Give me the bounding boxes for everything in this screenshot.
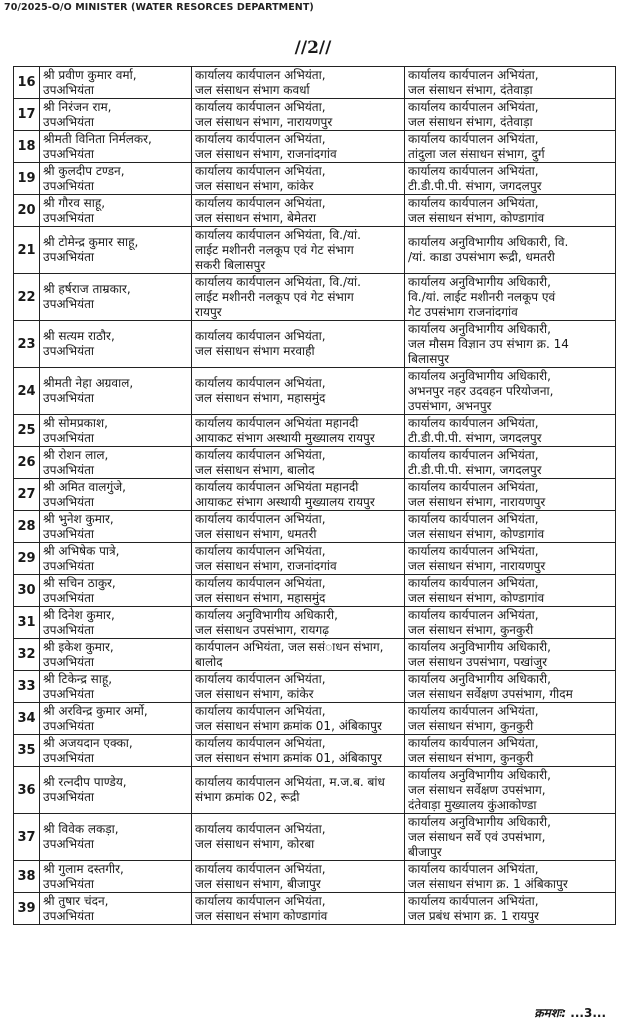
employee-name-line: उपअभियंता <box>43 114 95 129</box>
employee-name-cell <box>40 415 192 447</box>
from-office-line: कार्यालय कार्यपालन अभियंता महानदी <box>195 479 359 494</box>
to-office-line: कार्यालय अनुविभागीय अधिकारी, <box>408 671 551 686</box>
to-office-line: कार्यालय कार्यपालन अभियंता, <box>408 479 539 494</box>
from-office-line: लाईट मशीनरी नलकूप एवं गेट संभाग <box>195 289 354 304</box>
employee-name-line: उपअभियंता <box>43 654 95 669</box>
employee-name-cell <box>40 163 192 195</box>
to-office-cell <box>405 575 616 607</box>
from-office-line: कार्यालय कार्यपालन अभियंता, <box>195 163 326 178</box>
to-office-cell <box>405 195 616 227</box>
serial-number: 17 <box>14 99 40 131</box>
employee-name-line: उपअभियंता <box>43 494 95 509</box>
from-office-cell <box>192 671 405 703</box>
serial-number: 29 <box>14 543 40 575</box>
table-row <box>14 195 616 227</box>
to-office-line: बिलासपुर <box>408 351 450 366</box>
serial-number: 27 <box>14 479 40 511</box>
to-office-line: जल संसाधन संभाग, कुनकुरी <box>408 622 534 637</box>
employee-name-line: उपअभियंता <box>43 146 95 161</box>
from-office-cell <box>192 163 405 195</box>
to-office-line: जल संसाधन संभाग, कोण्डागांव <box>408 526 545 541</box>
employee-name-line: श्री इकेश कुमार, <box>43 639 114 654</box>
to-office-line: जल मौसम विज्ञान उप संभाग क्र. 14 <box>408 336 569 351</box>
to-office-cell <box>405 703 616 735</box>
employee-name-line: श्री टिकेन्द्र साहू, <box>43 671 113 686</box>
serial-number: 39 <box>14 893 40 925</box>
to-office-cell <box>405 543 616 575</box>
from-office-line: कार्यालय कार्यपालन अभियंता, <box>195 447 326 462</box>
from-office-line: कार्यालय कार्यपालन अभियंता, <box>195 67 326 82</box>
from-office-cell <box>192 703 405 735</box>
employee-name-line: उपअभियंता <box>43 718 95 733</box>
to-office-cell <box>405 99 616 131</box>
to-office-cell <box>405 67 616 99</box>
to-office-line: कार्यालय कार्यपालन अभियंता, <box>408 195 539 210</box>
employee-name-line: श्री अमित वालगुंजे, <box>43 479 126 494</box>
to-office-cell <box>405 735 616 767</box>
from-office-line: जल संसाधन संभाग, राजनांदगांव <box>195 558 337 573</box>
to-office-line: वि./यां. लाईट मशीनरी नलकूप एवं <box>408 289 556 304</box>
to-office-line: कार्यालय कार्यपालन अभियंता, <box>408 99 539 114</box>
employee-name-cell <box>40 274 192 321</box>
employee-name-line: श्रीमती विनिता निर्मलकर, <box>43 131 152 146</box>
employee-name-cell <box>40 511 192 543</box>
employee-name-line: उपअभियंता <box>43 790 95 804</box>
from-office-cell <box>192 99 405 131</box>
from-office-line: जल संसाधन संभाग, बीजापुर <box>195 876 321 891</box>
employee-name-cell <box>40 814 192 861</box>
from-office-line: कार्यालय कार्यपालन अभियंता, <box>195 543 326 558</box>
from-office-line: कार्यालय कार्यपालन अभियंता, <box>195 822 326 836</box>
to-office-line: जल संसाधन संभाग, दंतेवाड़ा <box>408 82 533 97</box>
employee-name-cell <box>40 543 192 575</box>
table-row <box>14 575 616 607</box>
to-office-line: कार्यालय अनुविभागीय अधिकारी, वि. <box>408 235 569 249</box>
table-row <box>14 703 616 735</box>
employee-name-line: श्री सोमप्रकाश, <box>43 415 108 430</box>
from-office-line: कार्यालय कार्यपालन अभियंता महानदी <box>195 415 359 430</box>
transfer-table <box>13 66 616 925</box>
from-office-line: कार्यालय अनुविभागीय अधिकारी, <box>195 607 338 622</box>
employee-name-line: श्री सत्यम राठौर, <box>43 329 115 343</box>
to-office-line: बीजापुर <box>408 844 442 859</box>
to-office-line: जल संसाधन संभाग, कुनकुरी <box>408 718 534 733</box>
from-office-line: संभाग क्रमांक 02, रूद्री <box>195 790 300 804</box>
table-row <box>14 415 616 447</box>
employee-name-line: उपअभियंता <box>43 82 95 97</box>
employee-name-cell <box>40 671 192 703</box>
to-office-line: टी.डी.पी.पी. संभाग, जगदलपुर <box>408 462 542 477</box>
from-office-cell <box>192 607 405 639</box>
to-office-line: अभनपुर नहर उदवहन परियोजना, <box>408 383 554 398</box>
continued-footer: क्रमशः: ...3... <box>534 1006 606 1020</box>
to-office-cell <box>405 479 616 511</box>
from-office-cell <box>192 639 405 671</box>
to-office-line: कार्यालय कार्यपालन अभियंता, <box>408 607 539 622</box>
employee-name-cell <box>40 639 192 671</box>
to-office-cell <box>405 607 616 639</box>
employee-name-line: उपअभियंता <box>43 750 95 765</box>
to-office-line: जल संसाधन उपसंभाग, पखांजुर <box>408 654 548 669</box>
table-row <box>14 274 616 321</box>
from-office-line: जल संसाधन संभाग मरवाही <box>195 344 315 358</box>
employee-name-line: उपअभियंता <box>43 558 95 573</box>
to-office-line: तांदुला जल संसाधन संभाग, दुर्ग <box>408 146 545 161</box>
page-number: //2// <box>294 38 332 58</box>
from-office-cell <box>192 447 405 479</box>
employee-name-line: श्री भुनेश कुमार, <box>43 511 114 526</box>
serial-number: 21 <box>14 227 40 274</box>
employee-name-cell <box>40 735 192 767</box>
from-office-line: जल संसाधन संभाग कवर्धा <box>195 82 310 97</box>
from-office-line: जल संसाधन संभाग, कांकेर <box>195 686 314 701</box>
from-office-line: कार्यपालन अभियंता, जल ससंाधन संभाग, <box>195 639 384 654</box>
employee-name-line: श्री तुषार चंदन, <box>43 893 109 908</box>
to-office-line: कार्यालय कार्यपालन अभियंता, <box>408 447 539 462</box>
to-office-cell <box>405 131 616 163</box>
table-row <box>14 814 616 861</box>
employee-name-line: उपअभियंता <box>43 526 95 541</box>
from-office-cell <box>192 131 405 163</box>
to-office-cell <box>405 814 616 861</box>
employee-name-line: श्री सचिन ठाकुर, <box>43 575 116 590</box>
from-office-line: आयाकट संभाग अस्थायी मुख्यालय रायपुर <box>195 430 375 445</box>
table-row <box>14 163 616 195</box>
serial-number: 19 <box>14 163 40 195</box>
employee-name-line: श्री अजयदान एक्का, <box>43 735 133 750</box>
from-office-line: सकरी बिलासपुर <box>195 257 266 272</box>
employee-name-line: उपअभियंता <box>43 297 95 311</box>
employee-name-line: श्रीमती नेहा अग्रवाल, <box>43 376 134 390</box>
from-office-cell <box>192 479 405 511</box>
employee-name-line: श्री अभिषेक पात्रे, <box>43 543 120 558</box>
to-office-cell <box>405 861 616 893</box>
to-office-line: कार्यालय कार्यपालन अभियंता, <box>408 415 539 430</box>
table-row <box>14 368 616 415</box>
to-office-line: जल संसाधन संभाग, नारायणपुर <box>408 558 546 573</box>
serial-number: 32 <box>14 639 40 671</box>
to-office-line: कार्यालय अनुविभागीय अधिकारी, <box>408 321 551 336</box>
from-office-line: कार्यालय कार्यपालन अभियंता, <box>195 861 326 876</box>
table-row <box>14 447 616 479</box>
from-office-cell <box>192 227 405 274</box>
to-office-line: कार्यालय कार्यपालन अभियंता, <box>408 543 539 558</box>
from-office-line: कार्यालय कार्यपालन अभियंता, वि./यां. <box>195 227 361 242</box>
from-office-line: रायपुर <box>195 304 222 319</box>
from-office-line: जल संसाधन संभाग क्रमांक 01, अंबिकापुर <box>195 718 382 733</box>
serial-number: 22 <box>14 274 40 321</box>
from-office-line: जल संसाधन संभाग क्रमांक 01, अंबिकापुर <box>195 750 382 765</box>
table-row <box>14 735 616 767</box>
employee-name-cell <box>40 447 192 479</box>
to-office-line: टी.डी.पी.पी. संभाग, जगदलपुर <box>408 430 542 445</box>
from-office-line: आयाकट संभाग अस्थायी मुख्यालय रायपुर <box>195 494 375 509</box>
to-office-line: जल संसाधन सर्वेक्षण उपसंभाग, गीदम <box>408 686 573 701</box>
employee-name-line: श्री गुलाम दस्तगीर, <box>43 861 124 876</box>
from-office-line: जल संसाधन संभाग, बेमेतरा <box>195 210 316 225</box>
employee-name-line: उपअभियंता <box>43 391 95 405</box>
from-office-cell <box>192 321 405 368</box>
serial-number: 33 <box>14 671 40 703</box>
employee-name-line: उपअभियंता <box>43 344 95 358</box>
employee-name-line: श्री टोमेन्द्र कुमार साहू, <box>43 235 139 249</box>
table-row <box>14 321 616 368</box>
employee-name-cell <box>40 321 192 368</box>
table-row <box>14 99 616 131</box>
from-office-line: कार्यालय कार्यपालन अभियंता, <box>195 195 326 210</box>
employee-name-cell <box>40 67 192 99</box>
to-office-cell <box>405 368 616 415</box>
table-row <box>14 671 616 703</box>
to-office-line: कार्यालय कार्यपालन अभियंता, <box>408 703 539 718</box>
employee-name-line: उपअभियंता <box>43 686 95 701</box>
employee-name-line: उपअभियंता <box>43 622 95 637</box>
from-office-line: कार्यालय कार्यपालन अभियंता, वि./यां. <box>195 274 361 289</box>
employee-name-cell <box>40 703 192 735</box>
from-office-line: जल संसाधन संभाग, बालोद <box>195 462 315 477</box>
employee-name-line: उपअभियंता <box>43 462 95 477</box>
table-row <box>14 607 616 639</box>
employee-name-line: उपअभियंता <box>43 210 95 225</box>
employee-name-cell <box>40 861 192 893</box>
from-office-line: लाईट मशीनरी नलकूप एवं गेट संभाग <box>195 242 354 257</box>
from-office-cell <box>192 274 405 321</box>
to-office-line: जल संसाधन सर्वेक्षण उपसंभाग, <box>408 782 546 797</box>
from-office-cell <box>192 767 405 814</box>
to-office-cell <box>405 274 616 321</box>
to-office-line: कार्यालय अनुविभागीय अधिकारी, <box>408 767 551 782</box>
from-office-line: कार्यालय कार्यपालन अभियंता, <box>195 376 326 390</box>
to-office-cell <box>405 163 616 195</box>
to-office-line: जल संसाधन संभाग, कोण्डागांव <box>408 210 545 225</box>
serial-number: 24 <box>14 368 40 415</box>
serial-number: 28 <box>14 511 40 543</box>
from-office-line: कार्यालय कार्यपालन अभियंता, <box>195 99 326 114</box>
employee-name-line: श्री रत्नदीप पाण्डेय, <box>43 775 127 789</box>
to-office-line: कार्यालय कार्यपालन अभियंता, <box>408 735 539 750</box>
from-office-line: जल संसाधन उपसंभाग, रायगढ़ <box>195 622 329 637</box>
to-office-line: जल प्रबंध संभाग क्र. 1 रायपुर <box>408 908 539 923</box>
employee-name-line: श्री गौरव साहू, <box>43 195 106 210</box>
serial-number: 25 <box>14 415 40 447</box>
serial-number: 37 <box>14 814 40 861</box>
from-office-line: कार्यालय कार्यपालन अभियंता, <box>195 131 326 146</box>
employee-name-cell <box>40 479 192 511</box>
document-header: 70/2025-O/O MINISTER (WATER RESORCES DEPARTMENT) <box>4 2 314 13</box>
from-office-line: कार्यालय कार्यपालन अभियंता, <box>195 575 326 590</box>
employee-name-cell <box>40 195 192 227</box>
employee-name-line: श्री कुलदीप टण्डन, <box>43 163 125 178</box>
from-office-line: जल संसाधन संभाग, धमतरी <box>195 526 317 541</box>
to-office-line: जल संसाधन सर्वे एवं उपसंभाग, <box>408 829 546 844</box>
to-office-line: कार्यालय कार्यपालन अभियंता, <box>408 511 539 526</box>
from-office-line: जल संसाधन संभाग, महासमुंद <box>195 590 326 605</box>
employee-name-line: उपअभियंता <box>43 590 95 605</box>
from-office-line: जल संसाधन संभाग, नारायणपुर <box>195 114 333 129</box>
to-office-line: टी.डी.पी.पी. संभाग, जगदलपुर <box>408 178 542 193</box>
table-body <box>14 67 616 925</box>
employee-name-cell <box>40 607 192 639</box>
next-page-marker: ...3... <box>570 1006 606 1020</box>
from-office-line: कार्यालय कार्यपालन अभियंता, म.ज.ब. बांध <box>195 775 385 789</box>
to-office-cell <box>405 321 616 368</box>
employee-name-cell <box>40 893 192 925</box>
from-office-line: जल संसाधन संभाग, राजनांदगांव <box>195 146 337 161</box>
to-office-cell <box>405 227 616 274</box>
from-office-cell <box>192 861 405 893</box>
to-office-cell <box>405 415 616 447</box>
to-office-line: कार्यालय कार्यपालन अभियंता, <box>408 67 539 82</box>
from-office-cell <box>192 893 405 925</box>
employee-name-line: श्री प्रवीण कुमार वर्मा, <box>43 67 137 82</box>
employee-name-line: उपअभियंता <box>43 178 95 193</box>
employee-name-line: उपअभियंता <box>43 876 95 891</box>
table-row <box>14 131 616 163</box>
to-office-line: कार्यालय अनुविभागीय अधिकारी, <box>408 639 551 654</box>
employee-name-line: श्री दिनेश कुमार, <box>43 607 115 622</box>
from-office-line: कार्यालय कार्यपालन अभियंता, <box>195 511 326 526</box>
employee-name-line: उपअभियंता <box>43 430 95 445</box>
to-office-cell <box>405 671 616 703</box>
continued-label: क्रमशः <box>534 1006 562 1020</box>
to-office-line: गेट उपसंभाग राजनांदगांव <box>408 304 518 319</box>
employee-name-line: श्री विवेक लकड़ा, <box>43 822 119 836</box>
serial-number: 38 <box>14 861 40 893</box>
to-office-cell <box>405 767 616 814</box>
from-office-cell <box>192 195 405 227</box>
to-office-line: जल संसाधन संभाग, नारायणपुर <box>408 494 546 509</box>
to-office-line: कार्यालय कार्यपालन अभियंता, <box>408 575 539 590</box>
serial-number: 16 <box>14 67 40 99</box>
to-office-line: कार्यालय अनुविभागीय अधिकारी, <box>408 368 551 383</box>
to-office-line: जल संसाधन संभाग, कुनकुरी <box>408 750 534 765</box>
serial-number: 26 <box>14 447 40 479</box>
to-office-cell <box>405 639 616 671</box>
from-office-cell <box>192 543 405 575</box>
serial-number: 34 <box>14 703 40 735</box>
table-row <box>14 639 616 671</box>
to-office-cell <box>405 893 616 925</box>
from-office-line: जल संसाधन संभाग, महासमुंद <box>195 391 326 405</box>
from-office-line: कार्यालय कार्यपालन अभियंता, <box>195 703 326 718</box>
employee-name-cell <box>40 368 192 415</box>
to-office-line: उपसंभाग, अभनपुर <box>408 398 492 413</box>
to-office-line: कार्यालय अनुविभागीय अधिकारी, <box>408 814 551 829</box>
from-office-line: जल संसाधन संभाग, कांकेर <box>195 178 314 193</box>
employee-name-line: श्री अरविन्द्र कुमार अर्मो, <box>43 703 148 718</box>
table-row <box>14 893 616 925</box>
from-office-cell <box>192 814 405 861</box>
from-office-line: जल संसाधन संभाग कोण्डागांव <box>195 908 328 923</box>
table-row <box>14 511 616 543</box>
employee-name-line: श्री रोशन लाल, <box>43 447 109 462</box>
from-office-line: जल संसाधन संभाग, कोरबा <box>195 837 315 851</box>
to-office-line: जल संसाधन संभाग क्र. 1 अंबिकापुर <box>408 876 568 891</box>
to-office-cell <box>405 511 616 543</box>
serial-number: 23 <box>14 321 40 368</box>
to-office-line: कार्यालय अनुविभागीय अधिकारी, <box>408 274 551 289</box>
serial-number: 30 <box>14 575 40 607</box>
serial-number: 31 <box>14 607 40 639</box>
employee-name-cell <box>40 767 192 814</box>
employee-name-cell <box>40 575 192 607</box>
table-row <box>14 543 616 575</box>
employee-name-cell <box>40 227 192 274</box>
employee-name-line: उपअभियंता <box>43 250 95 264</box>
from-office-line: बालोद <box>195 654 223 669</box>
serial-number: 35 <box>14 735 40 767</box>
from-office-cell <box>192 368 405 415</box>
from-office-cell <box>192 415 405 447</box>
from-office-line: कार्यालय कार्यपालन अभियंता, <box>195 671 326 686</box>
from-office-line: कार्यालय कार्यपालन अभियंता, <box>195 735 326 750</box>
employee-name-line: उपअभियंता <box>43 837 95 851</box>
to-office-line: जल संसाधन संभाग, कोण्डागांव <box>408 590 545 605</box>
to-office-line: /यां. काडा उपसंभाग रूद्री, धमतरी <box>408 250 555 264</box>
employee-name-line: उपअभियंता <box>43 908 95 923</box>
to-office-line: दंतेवाड़ा मुख्यालय कुंआकोण्डा <box>408 797 537 812</box>
to-office-line: कार्यालय कार्यपालन अभियंता, <box>408 163 539 178</box>
serial-number: 18 <box>14 131 40 163</box>
table-row <box>14 479 616 511</box>
from-office-cell <box>192 511 405 543</box>
table-row <box>14 67 616 99</box>
employee-name-line: श्री निरंजन राम, <box>43 99 112 114</box>
from-office-cell <box>192 575 405 607</box>
from-office-cell <box>192 67 405 99</box>
employee-name-cell <box>40 131 192 163</box>
to-office-line: कार्यालय कार्यपालन अभियंता, <box>408 893 539 908</box>
employee-name-line: श्री हर्षराज ताम्रकार, <box>43 282 131 296</box>
employee-name-cell <box>40 99 192 131</box>
serial-number: 20 <box>14 195 40 227</box>
to-office-cell <box>405 447 616 479</box>
table-row <box>14 767 616 814</box>
serial-number: 36 <box>14 767 40 814</box>
table-row <box>14 227 616 274</box>
from-office-cell <box>192 735 405 767</box>
from-office-line: कार्यालय कार्यपालन अभियंता, <box>195 893 326 908</box>
to-office-line: कार्यालय कार्यपालन अभियंता, <box>408 861 539 876</box>
table-row <box>14 861 616 893</box>
from-office-line: कार्यालय कार्यपालन अभियंता, <box>195 329 326 343</box>
to-office-line: कार्यालय कार्यपालन अभियंता, <box>408 131 539 146</box>
to-office-line: जल संसाधन संभाग, दंतेवाड़ा <box>408 114 533 129</box>
